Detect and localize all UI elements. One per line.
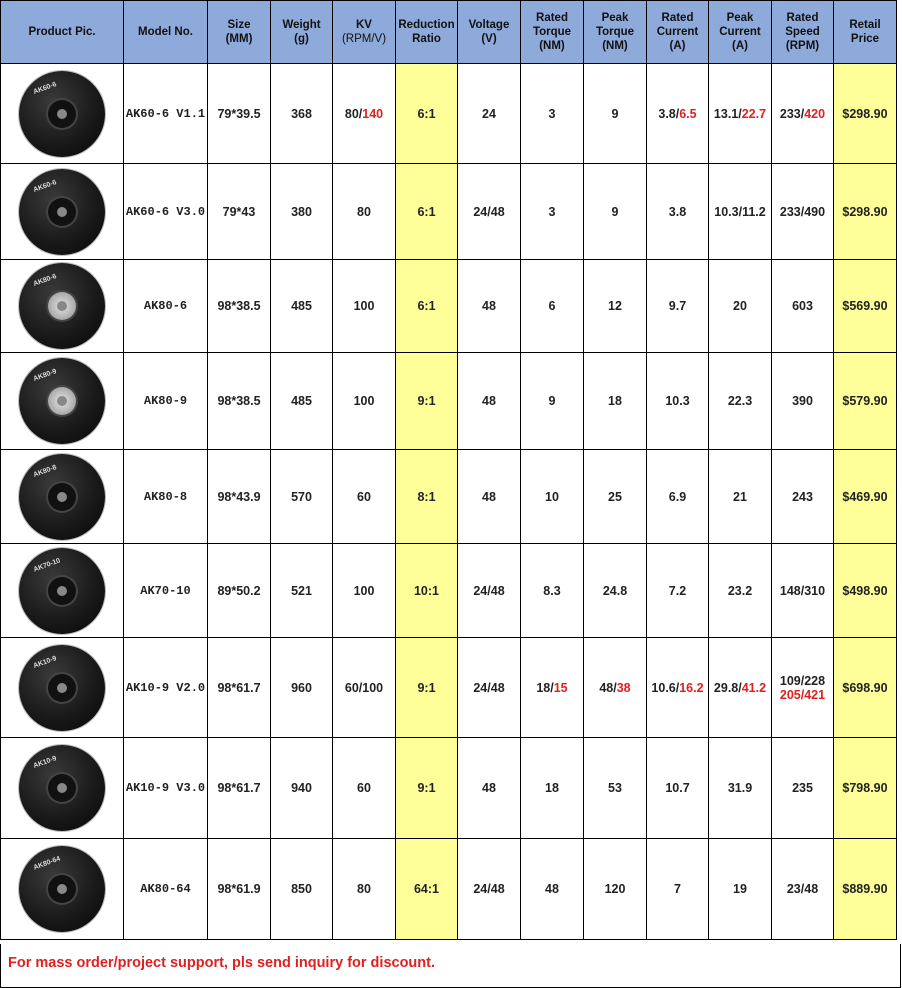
kv-cell: 100: [333, 544, 396, 638]
size-cell: 79*39.5: [208, 64, 271, 164]
rated-speed-cell: 243: [772, 450, 834, 544]
size-cell: 79*43: [208, 164, 271, 260]
kv-cell: 100: [333, 260, 396, 353]
weight-cell: 850: [271, 839, 333, 940]
kv-cell: 80: [333, 839, 396, 940]
rated-torque-cell: 3: [521, 164, 584, 260]
peak-current-cell: 22.3: [709, 353, 772, 450]
motor-shaft: [57, 207, 67, 217]
product-image-cell: [1, 839, 124, 940]
retail-price-cell: $569.90: [834, 260, 897, 353]
reduction-ratio-cell: 6:1: [396, 260, 458, 353]
model-cell: AK80-8: [124, 450, 208, 544]
rated-speed-cell: 390: [772, 353, 834, 450]
peak-current-cell: 20: [709, 260, 772, 353]
kv-cell: 100: [333, 353, 396, 450]
peak-current-cell: 31.9: [709, 738, 772, 839]
header-rated-current: Rated Current (A): [647, 1, 709, 64]
header-model: Model No.: [124, 1, 208, 64]
rated-speed-cell: 603: [772, 260, 834, 353]
rated-torque-cell: 6: [521, 260, 584, 353]
header-rated-torque: Rated Torque (NM): [521, 1, 584, 64]
peak-current-cell: 13.1/22.7: [709, 64, 772, 164]
header-reduction-ratio: Reduction Ratio: [396, 1, 458, 64]
model-cell: AK60-6 V3.0: [124, 164, 208, 260]
kv-cell: 80/140: [333, 64, 396, 164]
motor-shaft: [57, 683, 67, 693]
motor-image: AK80-6: [19, 263, 105, 349]
size-cell: 89*50.2: [208, 544, 271, 638]
reduction-ratio-cell: 8:1: [396, 450, 458, 544]
header-retail-price: Retail Price: [834, 1, 897, 64]
voltage-cell: 24/48: [458, 164, 521, 260]
rated-current-cell: 7.2: [647, 544, 709, 638]
motor-shaft: [57, 492, 67, 502]
retail-price-cell: $698.90: [834, 638, 897, 738]
table-row: [1, 544, 897, 638]
weight-cell: 960: [271, 638, 333, 738]
voltage-cell: 48: [458, 260, 521, 353]
rated-torque-cell: 48: [521, 839, 584, 940]
table-row: [1, 64, 897, 164]
voltage-cell: 24: [458, 64, 521, 164]
motor-shaft: [57, 109, 67, 119]
weight-cell: 380: [271, 164, 333, 260]
product-image-cell: [1, 544, 124, 638]
kv-cell: 60/100: [333, 638, 396, 738]
header-weight: Weight (g): [271, 1, 333, 64]
size-cell: 98*38.5: [208, 260, 271, 353]
kv-cell: 60: [333, 450, 396, 544]
product-image-cell: [1, 738, 124, 839]
footer-note: [0, 944, 901, 988]
kv-cell: 60: [333, 738, 396, 839]
rated-current-cell: 3.8: [647, 164, 709, 260]
motor-shaft: [57, 783, 67, 793]
header-rated-speed: Rated Speed (RPM): [772, 1, 834, 64]
model-cell: AK10-9 V2.0: [124, 638, 208, 738]
product-image-cell: [1, 64, 124, 164]
rated-current-cell: 10.6/16.2: [647, 638, 709, 738]
product-image-cell: [1, 260, 124, 353]
size-cell: 98*61.7: [208, 738, 271, 839]
rated-speed-cell: 109/228 205/421: [772, 638, 834, 738]
weight-cell: 940: [271, 738, 333, 839]
rated-current-cell: 9.7: [647, 260, 709, 353]
reduction-ratio-cell: 9:1: [396, 353, 458, 450]
motor-image: AK80-64: [19, 846, 105, 932]
rated-current-cell: 6.9: [647, 450, 709, 544]
rated-current-cell: 7: [647, 839, 709, 940]
rated-torque-cell: 8.3: [521, 544, 584, 638]
peak-torque-cell: 120: [584, 839, 647, 940]
table-row: [1, 638, 897, 738]
table-row: [1, 450, 897, 544]
peak-torque-cell: 18: [584, 353, 647, 450]
table-row: [1, 164, 897, 260]
voltage-cell: 24/48: [458, 544, 521, 638]
weight-cell: 570: [271, 450, 333, 544]
model-cell: AK80-9: [124, 353, 208, 450]
peak-torque-cell: 12: [584, 260, 647, 353]
product-image-cell: [1, 164, 124, 260]
product-image-cell: [1, 638, 124, 738]
peak-torque-cell: 9: [584, 64, 647, 164]
retail-price-cell: $298.90: [834, 164, 897, 260]
size-cell: 98*38.5: [208, 353, 271, 450]
weight-cell: 485: [271, 260, 333, 353]
size-cell: 98*61.7: [208, 638, 271, 738]
retail-price-cell: $498.90: [834, 544, 897, 638]
motor-shaft: [57, 884, 67, 894]
model-cell: AK60-6 V1.1: [124, 64, 208, 164]
size-cell: 98*61.9: [208, 839, 271, 940]
reduction-ratio-cell: 64:1: [396, 839, 458, 940]
peak-torque-cell: 48/38: [584, 638, 647, 738]
size-cell: 98*43.9: [208, 450, 271, 544]
peak-current-cell: 21: [709, 450, 772, 544]
header-peak-torque: Peak Torque (NM): [584, 1, 647, 64]
rated-speed-cell: 233/490: [772, 164, 834, 260]
motor-shaft: [57, 301, 67, 311]
rated-torque-cell: 3: [521, 64, 584, 164]
motor-image: AK80-9: [19, 358, 105, 444]
header-size: Size (MM): [208, 1, 271, 64]
footer-text: For mass order/project support, pls send inquiry for discount.: [8, 955, 435, 971]
rated-speed-cell: 23/48: [772, 839, 834, 940]
voltage-cell: 48: [458, 353, 521, 450]
motor-image: AK60-6: [19, 169, 105, 255]
table-row: [1, 353, 897, 450]
voltage-cell: 48: [458, 738, 521, 839]
retail-price-cell: $889.90: [834, 839, 897, 940]
reduction-ratio-cell: 6:1: [396, 164, 458, 260]
peak-torque-cell: 24.8: [584, 544, 647, 638]
rated-speed-cell: 233/420: [772, 64, 834, 164]
retail-price-cell: $579.90: [834, 353, 897, 450]
retail-price-cell: $469.90: [834, 450, 897, 544]
reduction-ratio-cell: 10:1: [396, 544, 458, 638]
model-cell: AK70-10: [124, 544, 208, 638]
rated-current-cell: 10.7: [647, 738, 709, 839]
peak-current-cell: 19: [709, 839, 772, 940]
voltage-cell: 24/48: [458, 638, 521, 738]
peak-torque-cell: 9: [584, 164, 647, 260]
weight-cell: 521: [271, 544, 333, 638]
header-product-pic: Product Pic.: [1, 1, 124, 64]
retail-price-cell: $298.90: [834, 64, 897, 164]
rated-torque-cell: 9: [521, 353, 584, 450]
rated-current-cell: 3.8/6.5: [647, 64, 709, 164]
voltage-cell: 24/48: [458, 839, 521, 940]
motor-shaft: [57, 396, 67, 406]
peak-current-cell: 29.8/41.2: [709, 638, 772, 738]
product-image-cell: [1, 353, 124, 450]
rated-speed-cell: 148/310: [772, 544, 834, 638]
reduction-ratio-cell: 6:1: [396, 64, 458, 164]
header-voltage: Voltage (V): [458, 1, 521, 64]
header-row: [1, 1, 897, 64]
rated-torque-cell: 18/15: [521, 638, 584, 738]
motor-image: AK10-9: [19, 645, 105, 731]
header-peak-current: Peak Current (A): [709, 1, 772, 64]
rated-torque-cell: 10: [521, 450, 584, 544]
table-row: [1, 260, 897, 353]
weight-cell: 485: [271, 353, 333, 450]
motor-image: AK60-6: [19, 71, 105, 157]
weight-cell: 368: [271, 64, 333, 164]
motor-image: AK10-9: [19, 745, 105, 831]
rated-speed-cell: 235: [772, 738, 834, 839]
model-cell: AK80-64: [124, 839, 208, 940]
product-image-cell: [1, 450, 124, 544]
table-row: [1, 839, 897, 940]
voltage-cell: 48: [458, 450, 521, 544]
model-cell: AK10-9 V3.0: [124, 738, 208, 839]
reduction-ratio-cell: 9:1: [396, 738, 458, 839]
retail-price-cell: $798.90: [834, 738, 897, 839]
motor-image: AK70-10: [19, 548, 105, 634]
kv-cell: 80: [333, 164, 396, 260]
rated-current-cell: 10.3: [647, 353, 709, 450]
header-kv: KV (RPM/V): [333, 1, 396, 64]
table-row: [1, 738, 897, 839]
motor-shaft: [57, 586, 67, 596]
model-cell: AK80-6: [124, 260, 208, 353]
motor-image: AK80-8: [19, 454, 105, 540]
peak-torque-cell: 25: [584, 450, 647, 544]
reduction-ratio-cell: 9:1: [396, 638, 458, 738]
rated-torque-cell: 18: [521, 738, 584, 839]
peak-torque-cell: 53: [584, 738, 647, 839]
peak-current-cell: 23.2: [709, 544, 772, 638]
peak-current-cell: 10.3/11.2: [709, 164, 772, 260]
